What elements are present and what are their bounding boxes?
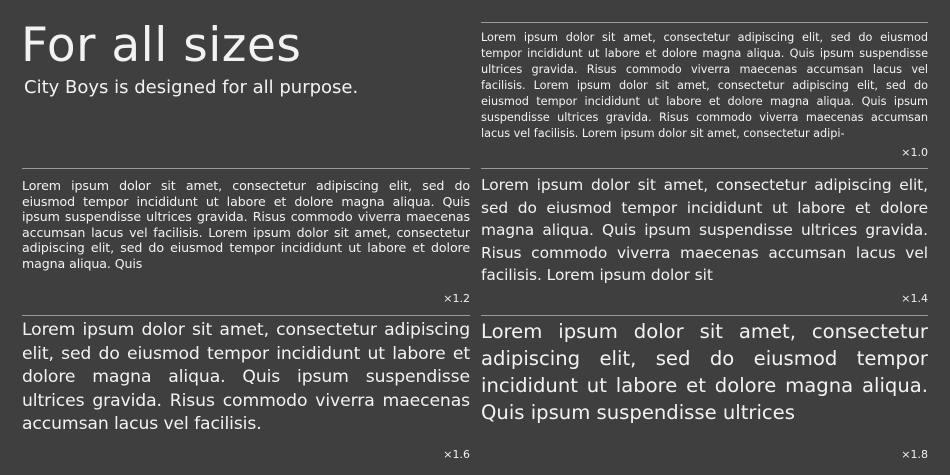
page-subtitle: City Boys is designed for all purpose. [24, 77, 359, 98]
text-sample-1-8 [481, 318, 928, 436]
text-sample-1-4 [481, 174, 928, 288]
text-sample-1-6 [22, 319, 470, 441]
sample-paragraph: Lorem ipsum dolor sit amet, consectetur adipiscing elit, sed do eiusmod tempor incididunt ut labore et dolore magna aliqua. Quis ipsum suspendisse ultrices gravida. Risus commodo viverra maecenas accumsan lacus vel facilisis. Lorem ipsum dolor sit [481, 176, 928, 284]
scale-label: ×1.8 [901, 448, 928, 461]
text-sample-1-2 [22, 178, 470, 290]
divider [22, 315, 470, 316]
divider [481, 315, 928, 316]
sample-paragraph: Lorem ipsum dolor sit amet, consectetur adipiscing elit, sed do eiusmod tempor incididunt ut labore et dolore magna aliqua. Quis ipsum suspendisse ultrices [481, 320, 928, 424]
page-title: For all sizes [21, 18, 302, 73]
scale-label: ×1.2 [443, 292, 470, 305]
sample-paragraph: Lorem ipsum dolor sit amet, consectetur adipiscing elit, sed do eiusmod tempor incididunt ut labore et dolore magna aliqua. Quis ipsum suspendisse ultrices gravida. Risus commodo viverra maecenas accumsan lacus vel facilisis. Lorem ipsum dolor sit amet, consectetur adipiscing elit, sed do eiusmod tempor incididunt ut labore et dolore magna aliqua. Quis ipsum suspendisse ultrices gravida. Risus commodo viverra maecenas accumsan lacus vel facilisis. Lorem ipsum dolor sit amet, consectetur adipi- [481, 31, 928, 140]
sample-paragraph: Lorem ipsum dolor sit amet, consectetur adipiscing elit, sed do eiusmod tempor incididunt ut labore et dolore magna aliqua. Quis ipsum suspendisse ultrices gravida. Risus commodo viverra maecenas accumsan lacus vel facilisis. Lorem ipsum dolor sit amet, consectetur adipiscing elit, sed do eiusmod tempor incididunt ut labore et dolore magna aliqua. Quis [22, 178, 470, 271]
scale-label: ×1.0 [901, 146, 928, 159]
text-sample-1-0 [481, 30, 928, 142]
divider [481, 22, 928, 23]
scale-label: ×1.4 [901, 292, 928, 305]
scale-label: ×1.6 [443, 448, 470, 461]
divider [22, 168, 470, 169]
divider [481, 168, 928, 169]
sample-paragraph: Lorem ipsum dolor sit amet, consectetur adipiscing elit, sed do eiusmod tempor incididunt ut labore et dolore magna aliqua. Quis ipsum suspendisse ultrices gravida. Risus commodo viverra maecenas accumsan lacus vel facilisis. [22, 320, 470, 434]
